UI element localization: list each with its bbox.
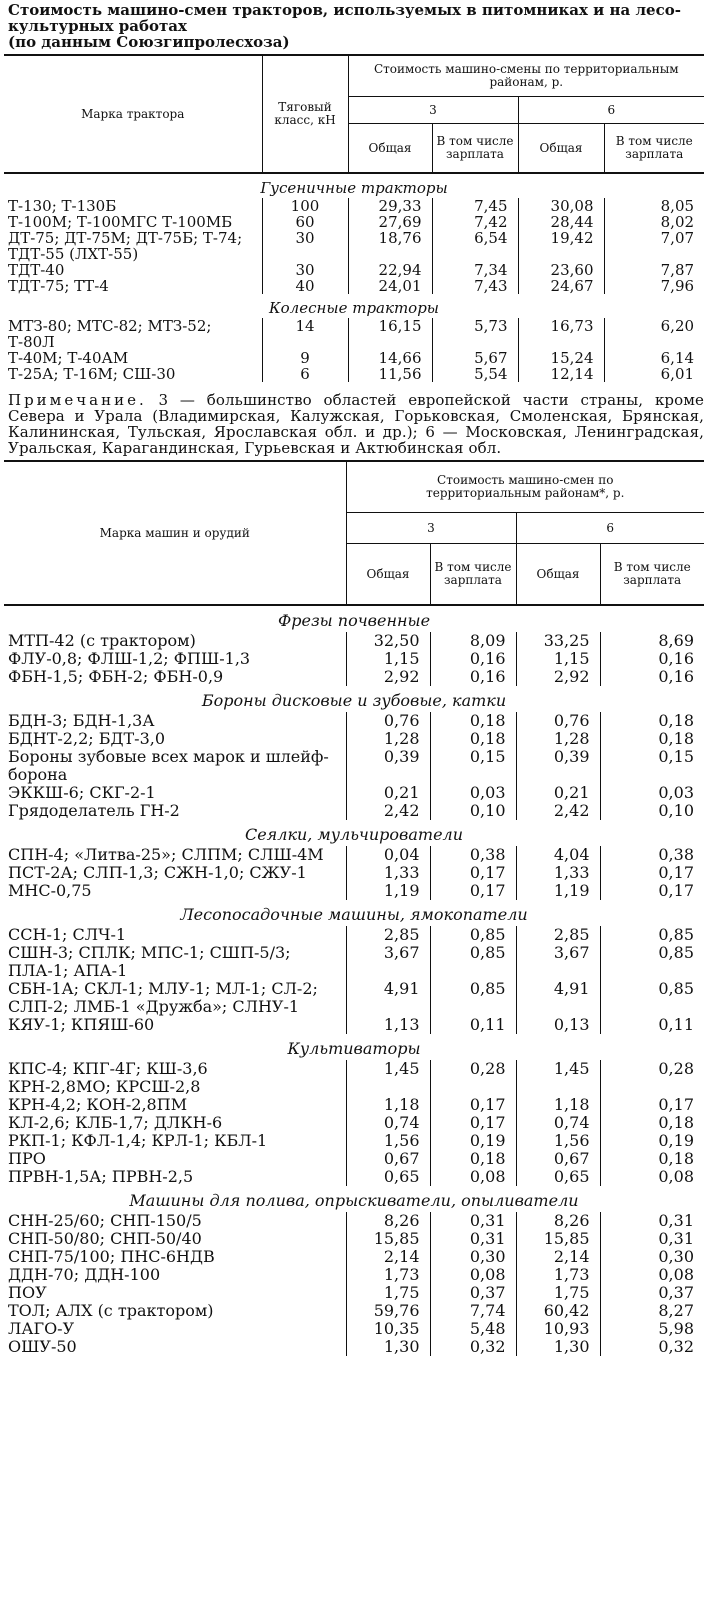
table-row bbox=[4, 1016, 704, 1034]
cost-total-3: 2,85 bbox=[346, 926, 430, 944]
section-title: Машины для полива, опрыскиватели, опыливатели bbox=[129, 1191, 579, 1210]
tractor-name: Т-130; Т-130Б bbox=[8, 197, 117, 215]
table-row bbox=[4, 230, 704, 262]
cost-wage-6: 0,08 bbox=[600, 1266, 704, 1284]
table-row bbox=[4, 1284, 704, 1302]
cost-wage-6: 0,18 bbox=[600, 1150, 704, 1168]
cost-total-6: 0,39 bbox=[516, 748, 600, 784]
table-row bbox=[4, 1078, 704, 1096]
t2-region-3: 3 bbox=[346, 513, 516, 544]
cost-total-3: 14,66 bbox=[348, 350, 432, 366]
cost-wage-3: 0,31 bbox=[430, 1230, 516, 1248]
cost-total-3 bbox=[346, 1078, 430, 1096]
cost-wage-6: 6,14 bbox=[604, 350, 704, 366]
cost-total-3: 24,01 bbox=[348, 278, 432, 294]
cost-total-3: 1,28 bbox=[346, 730, 430, 748]
cost-total-6: 1,15 bbox=[516, 650, 600, 668]
table-row bbox=[4, 1150, 704, 1168]
traction-class: 30 bbox=[262, 230, 348, 262]
section-title: Сеялки, мульчирователи bbox=[244, 825, 464, 844]
machine-name: СНП-50/80; СНП-50/40 bbox=[8, 1229, 202, 1248]
machine-name: ТОЛ; АЛХ (с трактором) bbox=[8, 1301, 214, 1320]
cost-total-6: 1,56 bbox=[516, 1132, 600, 1150]
t1-col-cost: Стоимость машино-смены по территориальным районам, р. bbox=[348, 55, 704, 97]
cost-wage-3: 0,03 bbox=[430, 784, 516, 802]
machine-name: РКП-1; КФЛ-1,4; КРЛ-1; КБЛ-1 bbox=[8, 1131, 268, 1150]
cost-total-6: 8,26 bbox=[516, 1212, 600, 1230]
cost-wage-6: 0,37 bbox=[600, 1284, 704, 1302]
cost-wage-3: 6,54 bbox=[432, 230, 518, 262]
cost-wage-6: 8,27 bbox=[600, 1302, 704, 1320]
table-row bbox=[4, 802, 704, 820]
cost-total-3: 11,56 bbox=[348, 366, 432, 382]
t1-col-total-3: Общая bbox=[348, 124, 432, 174]
table-row bbox=[4, 1320, 704, 1338]
table-row bbox=[4, 784, 704, 802]
cost-wage-6: 8,69 bbox=[600, 632, 704, 650]
cost-total-3: 0,65 bbox=[346, 1168, 430, 1186]
cost-wage-6: 0,28 bbox=[600, 1060, 704, 1078]
table-row bbox=[4, 350, 704, 366]
tractor-name: Т-40М; Т-40АМ bbox=[8, 349, 129, 367]
cost-wage-3: 0,85 bbox=[430, 980, 516, 1016]
cost-total-6: 0,67 bbox=[516, 1150, 600, 1168]
cost-wage-6: 8,05 bbox=[604, 198, 704, 214]
t1-col-wage-3: В том числе зарплата bbox=[432, 124, 518, 174]
cost-total-3: 2,92 bbox=[346, 668, 430, 686]
table-row bbox=[4, 1114, 704, 1132]
cost-wage-3: 7,34 bbox=[432, 262, 518, 278]
table-row bbox=[4, 1132, 704, 1150]
machine-name: ПСТ-2А; СЛП-1,3; СЖН-1,0; СЖУ-1 bbox=[8, 863, 307, 882]
section-title: Бороны дисковые и зубовые, катки bbox=[201, 691, 507, 710]
cost-wage-3: 0,16 bbox=[430, 668, 516, 686]
table-row bbox=[4, 198, 704, 214]
cost-wage-3: 0,10 bbox=[430, 802, 516, 820]
cost-wage-6: 7,87 bbox=[604, 262, 704, 278]
t2-col-cost: Стоимость машино-смен по территориальным районам*, р. bbox=[346, 461, 704, 513]
cost-wage-6: 8,02 bbox=[604, 214, 704, 230]
tractor-name: Т-100М; Т-100МГС Т-100МБ bbox=[8, 213, 233, 231]
table-row bbox=[4, 366, 704, 382]
cost-wage-3: 0,17 bbox=[430, 864, 516, 882]
cost-wage-6: 7,96 bbox=[604, 278, 704, 294]
section-row bbox=[4, 1034, 704, 1060]
cost-total-3: 0,39 bbox=[346, 748, 430, 784]
cost-total-6: 1,73 bbox=[516, 1266, 600, 1284]
table-row bbox=[4, 1060, 704, 1078]
cost-total-3: 1,30 bbox=[346, 1338, 430, 1356]
cost-total-3: 4,91 bbox=[346, 980, 430, 1016]
cost-wage-6: 0,15 bbox=[600, 748, 704, 784]
table-row bbox=[4, 926, 704, 944]
cost-wage-3: 5,54 bbox=[432, 366, 518, 382]
cost-wage-3: 7,74 bbox=[430, 1302, 516, 1320]
table-row bbox=[4, 262, 704, 278]
section-row bbox=[4, 1186, 704, 1212]
cost-total-6: 1,75 bbox=[516, 1284, 600, 1302]
table-row bbox=[4, 980, 704, 1016]
table-row bbox=[4, 944, 704, 980]
tractor-name: ТДТ-40 bbox=[8, 261, 65, 279]
cost-wage-6: 5,98 bbox=[600, 1320, 704, 1338]
table-row bbox=[4, 730, 704, 748]
machine-name: КЛ-2,6; КЛБ-1,7; ДЛКН-6 bbox=[8, 1113, 223, 1132]
cost-wage-6: 6,01 bbox=[604, 366, 704, 382]
table-row bbox=[4, 214, 704, 230]
cost-total-6: 60,42 bbox=[516, 1302, 600, 1320]
cost-wage-3: 0,17 bbox=[430, 1114, 516, 1132]
title-line-1: Стоимость машино-смен тракторов, используемых в питомниках и на лесо- bbox=[8, 1, 681, 19]
t2-col-wage-6: В том числе зарплата bbox=[600, 544, 704, 606]
cost-total-3: 29,33 bbox=[348, 198, 432, 214]
table-row bbox=[4, 632, 704, 650]
t1-col-brand: Марка трактора bbox=[4, 55, 262, 173]
note-text: 3 — большинство областей европейской части страны, кроме Севера и Урала (Владимирская, Калужская, Горьковская, Смоленская, Брянская, Калининская, Тульская, Ярославская обл. и др.); 6 — Московская, Ленинградская, Уральская, Карагандинская, Гурьевская и Актюбинская обл. bbox=[8, 391, 704, 457]
traction-class: 60 bbox=[262, 214, 348, 230]
section-title: Культиваторы bbox=[287, 1039, 421, 1058]
cost-total-6: 15,24 bbox=[518, 350, 604, 366]
cost-total-3: 1,75 bbox=[346, 1284, 430, 1302]
cost-wage-3: 0,28 bbox=[430, 1060, 516, 1078]
t2-col-brand: Марка машин и орудий bbox=[4, 461, 346, 605]
cost-total-3: 32,50 bbox=[346, 632, 430, 650]
machine-name: КЯУ-1; КПЯШ-60 bbox=[8, 1015, 155, 1034]
table-row bbox=[4, 318, 704, 350]
cost-total-3: 1,15 bbox=[346, 650, 430, 668]
cost-wage-3: 0,17 bbox=[430, 1096, 516, 1114]
cost-total-3: 0,21 bbox=[346, 784, 430, 802]
table-row bbox=[4, 1248, 704, 1266]
t1-col-wage-6: В том числе зарплата bbox=[604, 124, 704, 174]
cost-total-6: 4,91 bbox=[516, 980, 600, 1016]
tractor-cost-table bbox=[4, 54, 704, 382]
cost-wage-3: 0,18 bbox=[430, 1150, 516, 1168]
cost-wage-3: 0,19 bbox=[430, 1132, 516, 1150]
cost-total-3: 0,04 bbox=[346, 846, 430, 864]
cost-wage-3: 0,37 bbox=[430, 1284, 516, 1302]
section-row bbox=[4, 173, 704, 198]
cost-wage-3: 0,18 bbox=[430, 730, 516, 748]
cost-total-6: 28,44 bbox=[518, 214, 604, 230]
cost-total-3: 1,45 bbox=[346, 1060, 430, 1078]
cost-wage-6: 7,07 bbox=[604, 230, 704, 262]
cost-wage-6: 0,11 bbox=[600, 1016, 704, 1034]
cost-total-3: 8,26 bbox=[346, 1212, 430, 1230]
table-row bbox=[4, 1168, 704, 1186]
machine-name: СПН-4; «Литва-25»; СЛПМ; СЛШ-4М bbox=[8, 845, 324, 864]
machine-name: ПОУ bbox=[8, 1283, 47, 1302]
cost-wage-3 bbox=[430, 1078, 516, 1096]
t2-region-6: 6 bbox=[516, 513, 704, 544]
machine-name: ОШУ-50 bbox=[8, 1337, 77, 1356]
cost-total-6: 0,21 bbox=[516, 784, 600, 802]
cost-wage-6: 0,31 bbox=[600, 1212, 704, 1230]
machine-name: СНН-25/60; СНП-150/5 bbox=[8, 1211, 202, 1230]
section-row bbox=[4, 605, 704, 632]
table-row bbox=[4, 668, 704, 686]
machine-name: БДН-3; БДН-1,3А bbox=[8, 711, 155, 730]
cost-total-3: 15,85 bbox=[346, 1230, 430, 1248]
machine-name: СНП-75/100; ПНС-6НДВ bbox=[8, 1247, 215, 1266]
cost-wage-6: 6,20 bbox=[604, 318, 704, 350]
cost-total-3: 3,67 bbox=[346, 944, 430, 980]
section-title: Фрезы почвенные bbox=[277, 611, 431, 630]
cost-wage-6 bbox=[600, 1078, 704, 1096]
cost-total-3: 1,18 bbox=[346, 1096, 430, 1114]
table-row bbox=[4, 846, 704, 864]
t2-col-wage-3: В том числе зарплата bbox=[430, 544, 516, 606]
cost-wage-6: 0,38 bbox=[600, 846, 704, 864]
cost-total-3: 16,15 bbox=[348, 318, 432, 350]
table-row bbox=[4, 1338, 704, 1356]
cost-wage-6: 0,18 bbox=[600, 712, 704, 730]
cost-total-6: 3,67 bbox=[516, 944, 600, 980]
t1-body bbox=[4, 173, 704, 382]
cost-total-6: 0,76 bbox=[516, 712, 600, 730]
cost-wage-3: 7,45 bbox=[432, 198, 518, 214]
cost-total-6: 1,30 bbox=[516, 1338, 600, 1356]
cost-total-6: 24,67 bbox=[518, 278, 604, 294]
cost-wage-6: 0,18 bbox=[600, 730, 704, 748]
section-row bbox=[4, 686, 704, 712]
tractor-name: МТЗ-80; МТС-82; МТЗ-52; Т-80Л bbox=[8, 317, 212, 351]
traction-class: 100 bbox=[262, 198, 348, 214]
cost-wage-3: 7,43 bbox=[432, 278, 518, 294]
cost-total-6: 1,28 bbox=[516, 730, 600, 748]
machine-name: БДНТ-2,2; БДТ-3,0 bbox=[8, 729, 166, 748]
section-row bbox=[4, 294, 704, 318]
machine-name: ПРВН-1,5А; ПРВН-2,5 bbox=[8, 1167, 194, 1186]
cost-total-6: 33,25 bbox=[516, 632, 600, 650]
cost-wage-6: 0,31 bbox=[600, 1230, 704, 1248]
cost-wage-6: 0,85 bbox=[600, 980, 704, 1016]
cost-wage-6: 0,03 bbox=[600, 784, 704, 802]
cost-total-6: 0,13 bbox=[516, 1016, 600, 1034]
table-row bbox=[4, 882, 704, 900]
cost-wage-6: 0,85 bbox=[600, 926, 704, 944]
traction-class: 14 bbox=[262, 318, 348, 350]
machine-name: СБН-1А; СКЛ-1; МЛУ-1; МЛ-1; СЛ-2; СЛП-2; ЛМБ-1 «Дружба»; СЛНУ-1 bbox=[8, 979, 318, 1016]
machine-name: ЛАГО-У bbox=[8, 1319, 75, 1338]
machine-name: КРН-4,2; КОН-2,8ПМ bbox=[8, 1095, 188, 1114]
cost-wage-6: 0,17 bbox=[600, 882, 704, 900]
cost-total-3: 0,76 bbox=[346, 712, 430, 730]
table-note bbox=[8, 392, 704, 456]
cost-wage-3: 8,09 bbox=[430, 632, 516, 650]
cost-wage-3: 5,73 bbox=[432, 318, 518, 350]
t1-region-6: 6 bbox=[518, 97, 704, 124]
cost-total-3: 0,67 bbox=[346, 1150, 430, 1168]
section-title: Гусеничные тракторы bbox=[260, 179, 448, 197]
t1-region-3: 3 bbox=[348, 97, 518, 124]
machine-name: МТП-42 (с трактором) bbox=[8, 631, 196, 650]
tractor-name: ДТ-75; ДТ-75М; ДТ-75Б; Т-74; ТДТ-55 (ЛХТ-55) bbox=[8, 229, 243, 263]
cost-wage-3: 0,32 bbox=[430, 1338, 516, 1356]
cost-wage-3: 5,67 bbox=[432, 350, 518, 366]
machine-name: ДДН-70; ДДН-100 bbox=[8, 1265, 161, 1284]
cost-wage-6: 0,16 bbox=[600, 668, 704, 686]
t1-col-total-6: Общая bbox=[518, 124, 604, 174]
cost-total-6: 10,93 bbox=[516, 1320, 600, 1338]
cost-total-6: 1,19 bbox=[516, 882, 600, 900]
table-row bbox=[4, 1096, 704, 1114]
cost-wage-3: 0,17 bbox=[430, 882, 516, 900]
cost-total-3: 2,42 bbox=[346, 802, 430, 820]
cost-total-6: 1,33 bbox=[516, 864, 600, 882]
cost-total-6: 1,18 bbox=[516, 1096, 600, 1114]
tractor-name: Т-25А; Т-16М; СШ-30 bbox=[8, 365, 176, 383]
t2-col-total-3: Общая bbox=[346, 544, 430, 606]
cost-total-3: 27,69 bbox=[348, 214, 432, 230]
cost-total-3: 1,33 bbox=[346, 864, 430, 882]
cost-total-6: 0,74 bbox=[516, 1114, 600, 1132]
cost-wage-3: 0,18 bbox=[430, 712, 516, 730]
machine-name: СШН-3; СПЛК; МПС-1; СШП-5/3; ПЛА-1; АПА-1 bbox=[8, 943, 291, 980]
table-row bbox=[4, 278, 704, 294]
cost-wage-3: 0,85 bbox=[430, 944, 516, 980]
cost-total-6: 2,92 bbox=[516, 668, 600, 686]
cost-total-3: 1,56 bbox=[346, 1132, 430, 1150]
cost-total-6: 16,73 bbox=[518, 318, 604, 350]
table-row bbox=[4, 650, 704, 668]
machine-cost-table bbox=[4, 460, 704, 1356]
cost-total-6: 4,04 bbox=[516, 846, 600, 864]
table-row bbox=[4, 1266, 704, 1284]
cost-wage-3: 0,15 bbox=[430, 748, 516, 784]
t2-col-total-6: Общая bbox=[516, 544, 600, 606]
cost-wage-6: 0,85 bbox=[600, 944, 704, 980]
traction-class: 9 bbox=[262, 350, 348, 366]
machine-name: ПРО bbox=[8, 1149, 46, 1168]
cost-wage-6: 0,19 bbox=[600, 1132, 704, 1150]
cost-total-6: 1,45 bbox=[516, 1060, 600, 1078]
section-title: Колесные тракторы bbox=[269, 299, 440, 317]
cost-wage-3: 0,16 bbox=[430, 650, 516, 668]
cost-total-6: 0,65 bbox=[516, 1168, 600, 1186]
table-row bbox=[4, 1302, 704, 1320]
cost-wage-6: 0,30 bbox=[600, 1248, 704, 1266]
cost-total-3: 0,74 bbox=[346, 1114, 430, 1132]
machine-name: ССН-1; СЛЧ-1 bbox=[8, 925, 127, 944]
cost-total-3: 18,76 bbox=[348, 230, 432, 262]
section-title: Лесопосадочные машины, ямокопатели bbox=[180, 905, 528, 924]
cost-wage-6: 0,17 bbox=[600, 864, 704, 882]
section-row bbox=[4, 820, 704, 846]
document-title bbox=[8, 2, 704, 50]
cost-wage-6: 0,32 bbox=[600, 1338, 704, 1356]
machine-name: КРН-2,8МО; КРСШ-2,8 bbox=[8, 1077, 201, 1096]
machine-name: ФБН-1,5; ФБН-2; ФБН-0,9 bbox=[8, 667, 224, 686]
t1-col-class: Тяговый класс, кН bbox=[262, 55, 348, 173]
cost-total-6: 12,14 bbox=[518, 366, 604, 382]
cost-total-3: 1,13 bbox=[346, 1016, 430, 1034]
cost-total-3: 59,76 bbox=[346, 1302, 430, 1320]
machine-name: МНС-0,75 bbox=[8, 881, 92, 900]
title-line-3: (по данным Союзгипролесхоза) bbox=[8, 33, 290, 51]
cost-wage-6: 0,10 bbox=[600, 802, 704, 820]
machine-name: КПС-4; КПГ-4Г; КШ-3,6 bbox=[8, 1059, 208, 1078]
cost-total-3: 1,19 bbox=[346, 882, 430, 900]
cost-wage-3: 0,31 bbox=[430, 1212, 516, 1230]
table-row bbox=[4, 712, 704, 730]
table-row bbox=[4, 864, 704, 882]
cost-total-6 bbox=[516, 1078, 600, 1096]
cost-wage-6: 0,08 bbox=[600, 1168, 704, 1186]
cost-wage-3: 0,85 bbox=[430, 926, 516, 944]
cost-wage-6: 0,18 bbox=[600, 1114, 704, 1132]
table-row bbox=[4, 748, 704, 784]
machine-name: Бороны зубовые всех марок и шлейф-борона bbox=[8, 747, 329, 784]
cost-total-3: 2,14 bbox=[346, 1248, 430, 1266]
table-row bbox=[4, 1212, 704, 1230]
note-label: Примечание. bbox=[8, 391, 147, 409]
cost-total-6: 2,14 bbox=[516, 1248, 600, 1266]
cost-total-3: 22,94 bbox=[348, 262, 432, 278]
cost-total-6: 2,42 bbox=[516, 802, 600, 820]
cost-wage-3: 0,38 bbox=[430, 846, 516, 864]
cost-total-6: 30,08 bbox=[518, 198, 604, 214]
cost-wage-3: 0,08 bbox=[430, 1266, 516, 1284]
machine-name: ЭККШ-6; СКГ-2-1 bbox=[8, 783, 156, 802]
traction-class: 40 bbox=[262, 278, 348, 294]
title-line-2: культурных работах bbox=[8, 17, 187, 35]
traction-class: 30 bbox=[262, 262, 348, 278]
t2-body bbox=[4, 605, 704, 1356]
tractor-name: ТДТ-75; ТТ-4 bbox=[8, 277, 109, 295]
cost-total-3: 1,73 bbox=[346, 1266, 430, 1284]
machine-name: ФЛУ-0,8; ФЛШ-1,2; ФПШ-1,3 bbox=[8, 649, 251, 668]
cost-total-3: 10,35 bbox=[346, 1320, 430, 1338]
section-row bbox=[4, 900, 704, 926]
cost-wage-6: 0,17 bbox=[600, 1096, 704, 1114]
table-row bbox=[4, 1230, 704, 1248]
cost-total-6: 19,42 bbox=[518, 230, 604, 262]
cost-total-6: 2,85 bbox=[516, 926, 600, 944]
machine-name: Грядоделатель ГН-2 bbox=[8, 801, 180, 820]
cost-total-6: 23,60 bbox=[518, 262, 604, 278]
cost-total-6: 15,85 bbox=[516, 1230, 600, 1248]
cost-wage-3: 7,42 bbox=[432, 214, 518, 230]
traction-class: 6 bbox=[262, 366, 348, 382]
cost-wage-3: 0,30 bbox=[430, 1248, 516, 1266]
cost-wage-3: 5,48 bbox=[430, 1320, 516, 1338]
document-page bbox=[4, 2, 704, 1356]
cost-wage-6: 0,16 bbox=[600, 650, 704, 668]
cost-wage-3: 0,08 bbox=[430, 1168, 516, 1186]
cost-wage-3: 0,11 bbox=[430, 1016, 516, 1034]
